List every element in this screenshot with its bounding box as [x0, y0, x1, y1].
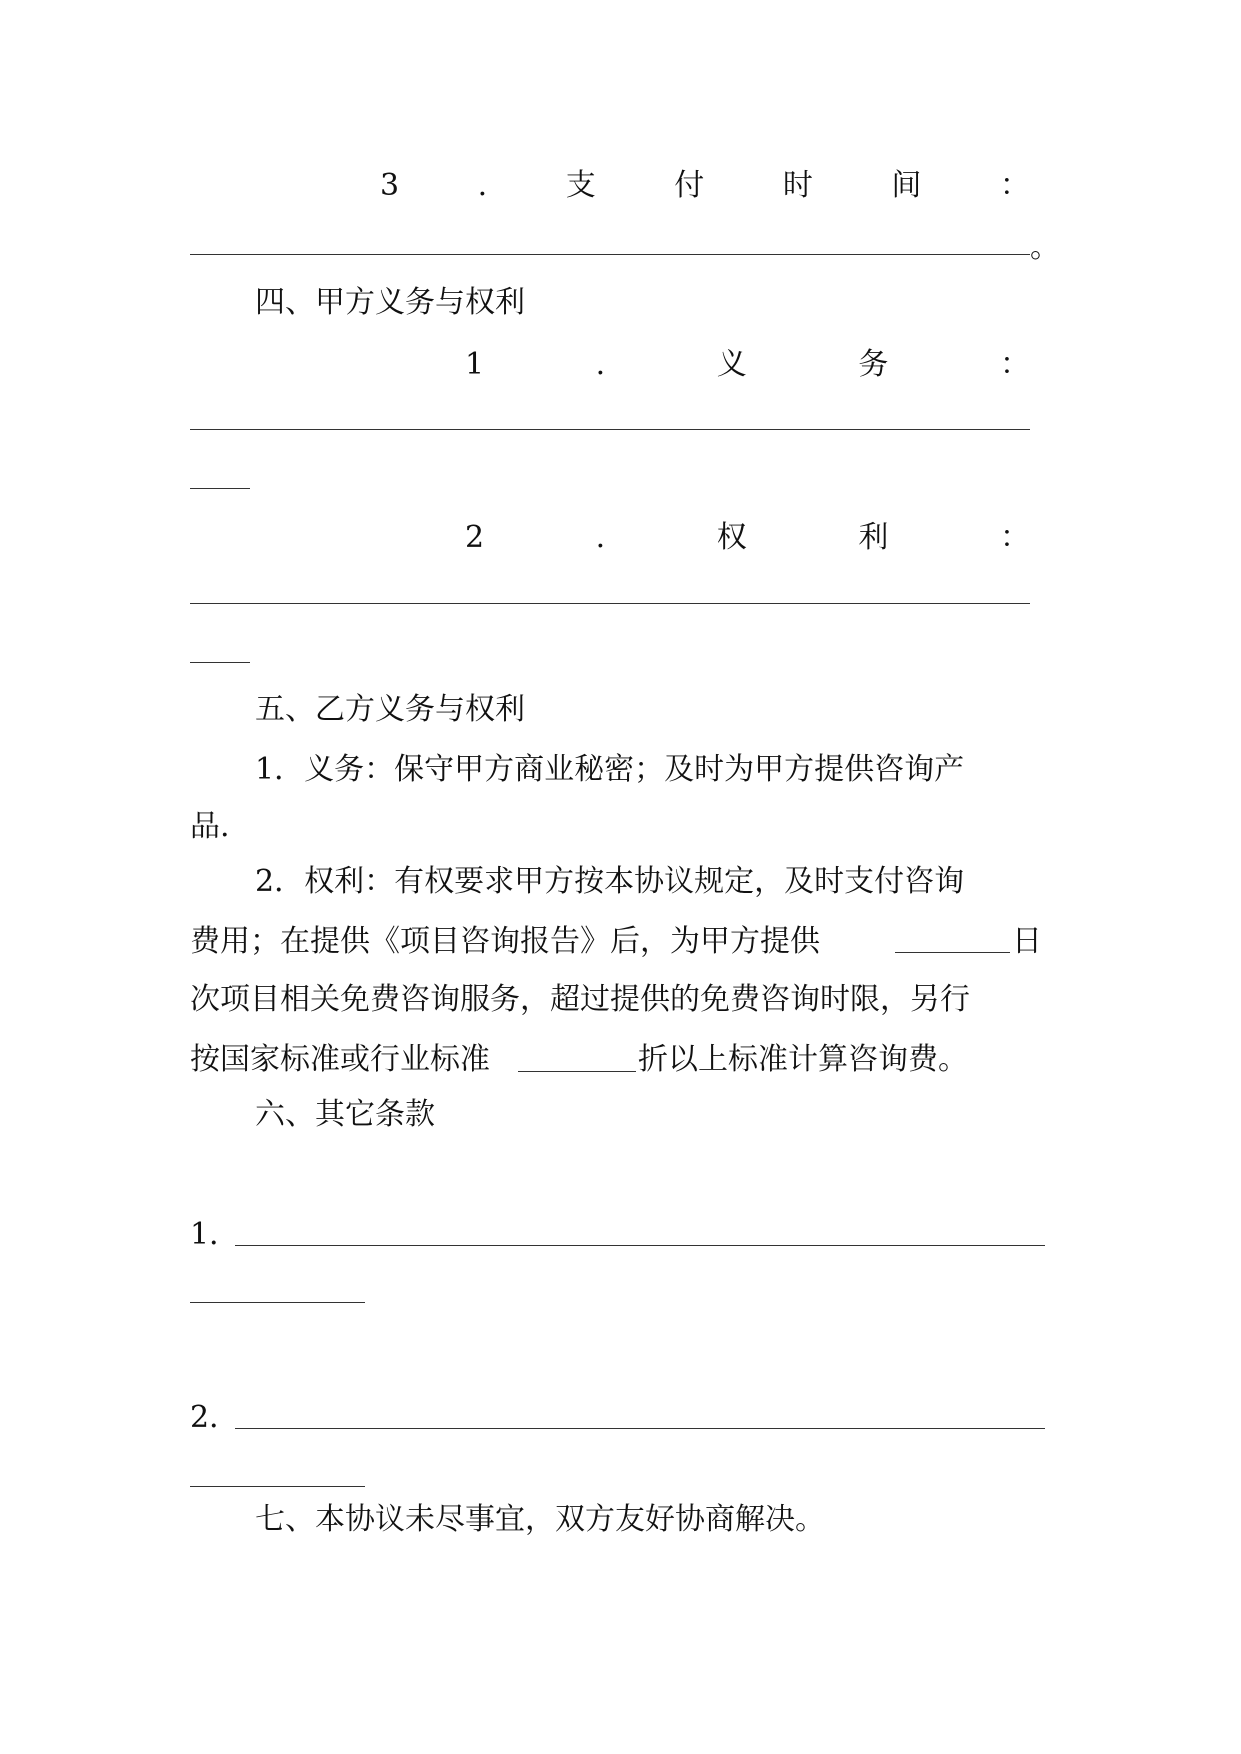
partyA-right-blank-2: [190, 662, 250, 663]
section7-heading: 七、本协议未尽事宜，双方友好协商解决。: [255, 1502, 825, 1537]
section5-heading: 五、乙方义务与权利: [255, 692, 525, 727]
part-wu: 务: [858, 347, 889, 382]
part-li: 利: [858, 520, 889, 555]
part-dot: .: [595, 520, 606, 555]
partyA-obligation-label: [465, 345, 1030, 385]
free-days-blank: [895, 952, 1010, 953]
other-clause-1-blank-1: [235, 1245, 1045, 1246]
partyA-obligation-blank-2: [190, 488, 250, 489]
payment-time-label: [380, 166, 1030, 206]
partyB-right-line1: 2．权利：有权要求甲方按本协议规定，及时支付咨询: [255, 864, 965, 899]
other-clause-2-number: 2．: [190, 1400, 240, 1435]
partyA-right-label: [465, 518, 1030, 558]
section4-heading: 四、甲方义务与权利: [255, 285, 525, 320]
part-jian: 间: [891, 168, 922, 203]
partyB-right-line2b: 日: [1012, 924, 1042, 959]
partyB-obligation-line1: 1．义务：保守甲方商业秘密；及时为甲方提供咨询产: [255, 752, 965, 787]
part-2: 2: [465, 520, 485, 555]
payment-time-period: 。: [1030, 230, 1060, 265]
payment-time-blank: [190, 254, 1030, 255]
discount-blank: [518, 1071, 636, 1072]
part-colon: ：: [999, 347, 1030, 382]
part-fu: 付: [674, 168, 705, 203]
part-quan: 权: [716, 520, 747, 555]
part-zhi: 支: [565, 168, 596, 203]
other-clause-2-blank-2: [190, 1486, 365, 1487]
other-clause-2-blank-1: [235, 1428, 1045, 1429]
partyB-right-line3: 次项目相关免费咨询服务，超过提供的免费咨询时限，另行: [190, 982, 970, 1017]
partyB-right-line2a: 费用；在提供《项目咨询报告》后，为甲方提供: [190, 924, 820, 959]
part-3: 3: [380, 168, 400, 203]
part-dot: .: [477, 168, 488, 203]
partyB-right-line4a: 按国家标准或行业标准: [190, 1042, 490, 1077]
part-yi: 义: [716, 347, 747, 382]
other-clause-1-blank-2: [190, 1302, 365, 1303]
other-clause-1-number: 1．: [190, 1217, 240, 1252]
part-colon: ：: [999, 168, 1030, 203]
partyA-obligation-blank-1: [190, 429, 1030, 430]
part-1: 1: [465, 347, 485, 382]
partyB-obligation-line2: 品.: [190, 809, 230, 844]
partyB-right-line4b: 折以上标准计算咨询费。: [638, 1042, 968, 1077]
partyA-right-blank-1: [190, 603, 1030, 604]
part-colon: ：: [999, 520, 1030, 555]
part-dot: .: [595, 347, 606, 382]
part-shi: 时: [782, 168, 813, 203]
section6-heading: 六、其它条款: [255, 1097, 435, 1132]
